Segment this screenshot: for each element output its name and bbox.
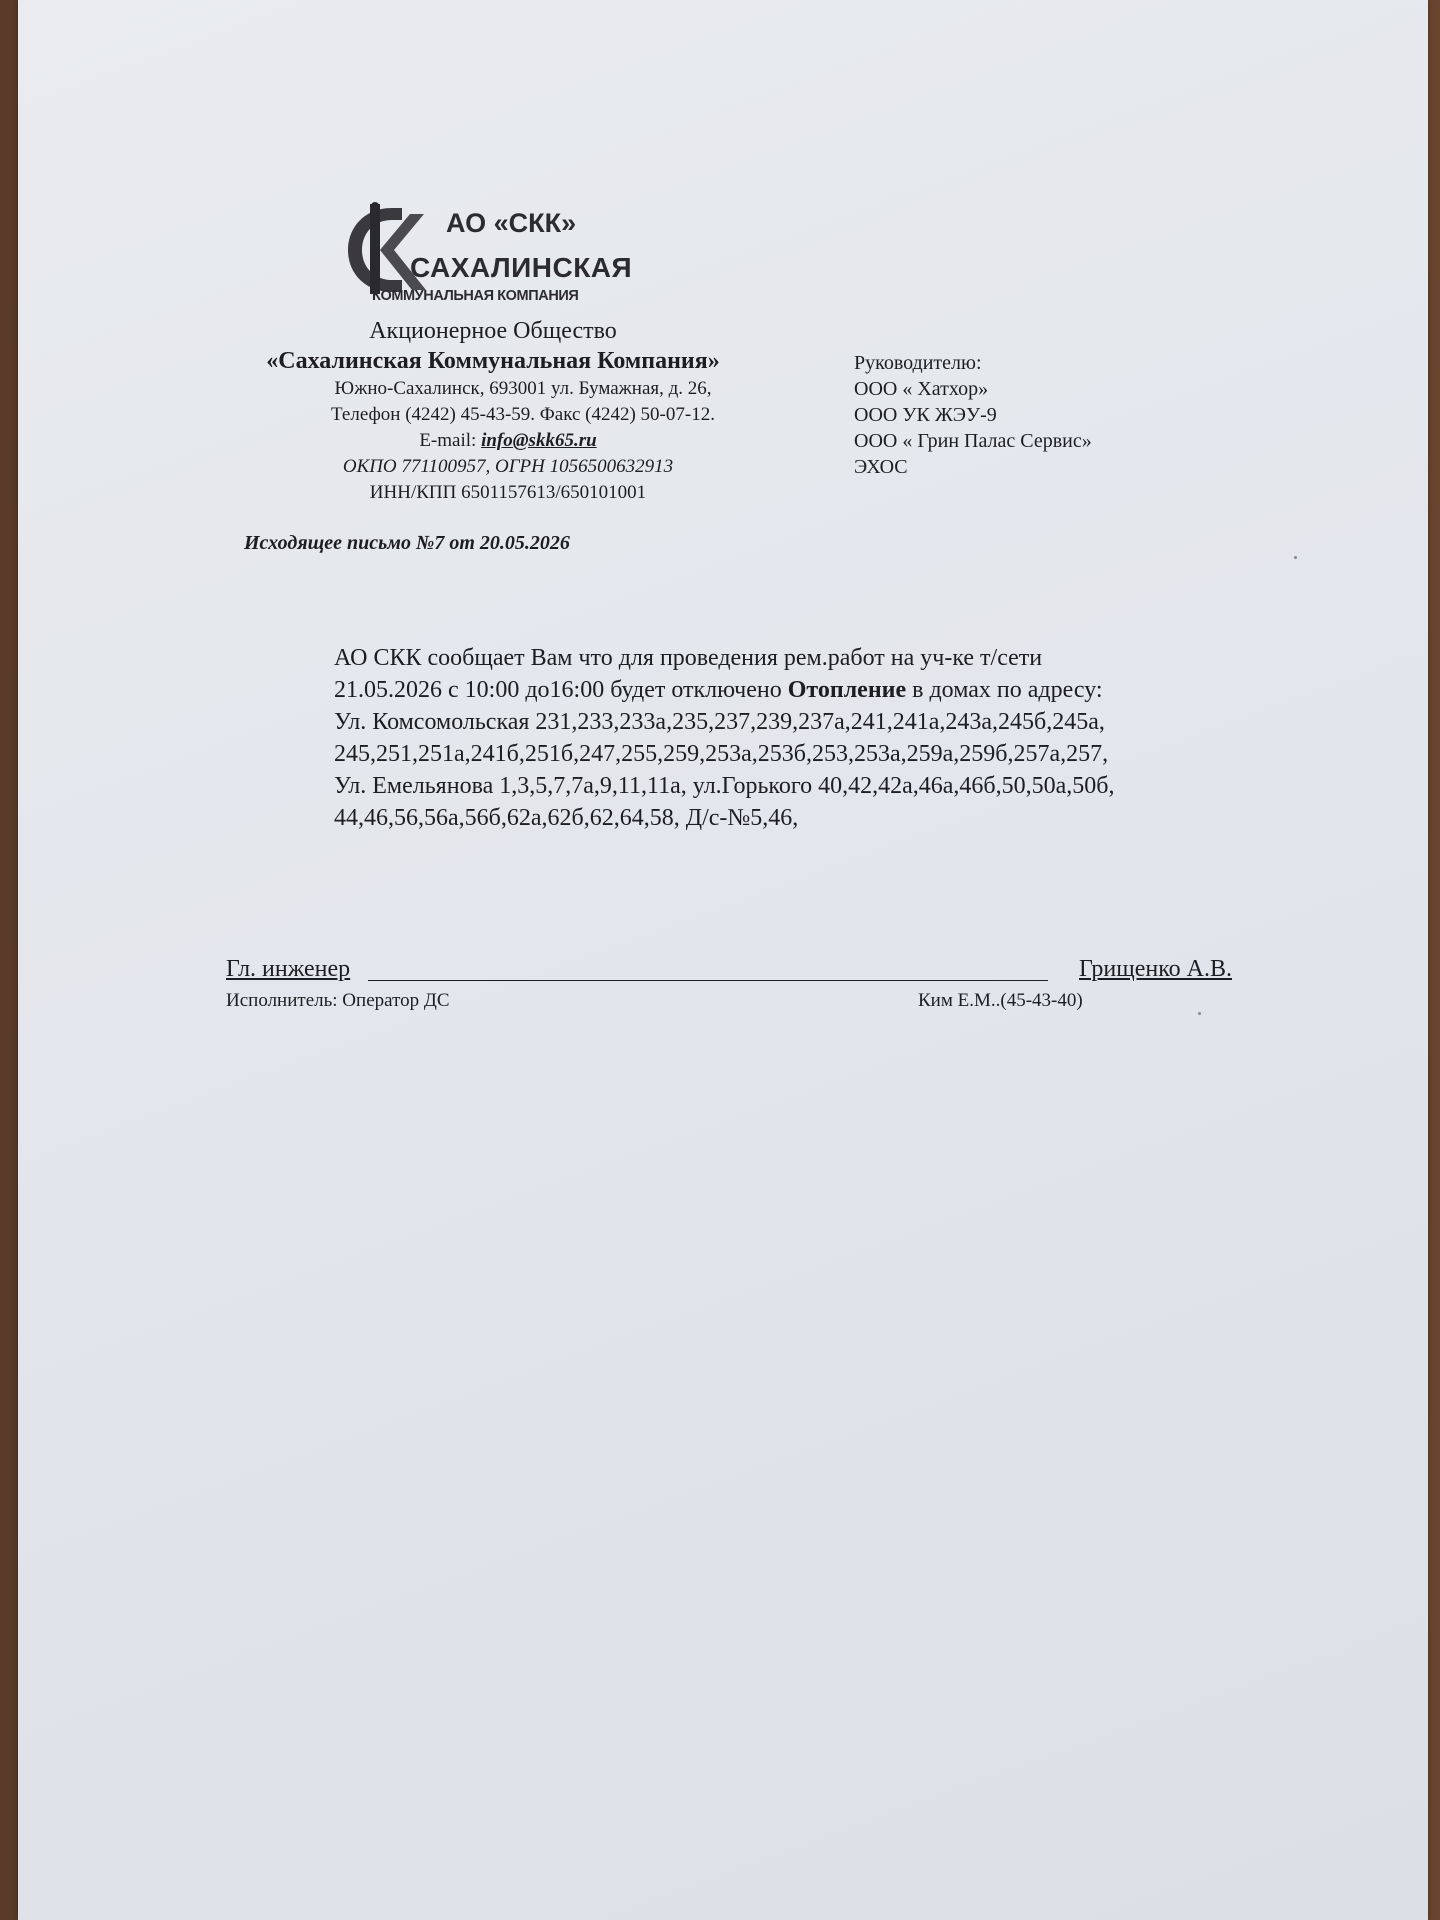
- recipient-title: Руководителю:: [854, 352, 982, 374]
- org-email-line: [208, 428, 778, 454]
- letter-sheet: [18, 0, 1428, 1920]
- executor-left: Исполнитель: Оператор ДС: [226, 990, 450, 1011]
- signature-title: Гл. инженер: [226, 956, 351, 982]
- body-heating-bold: Отопление: [787, 677, 907, 703]
- recipient-block: [854, 350, 1092, 480]
- signature-name: Грищенко А.В.: [1079, 956, 1232, 982]
- org-okpo: ОКПО 771100957, ОГРН 1056500632913: [342, 456, 674, 477]
- body-line: Ул. Комсомольская 231,233,233а,235,237,239,237а,241,241а,243а,245б,245а,: [334, 709, 1105, 735]
- executor-right: Ким Е.М..(45-43-40): [918, 990, 1083, 1011]
- body-line: [334, 674, 1264, 706]
- body-text-pre: 21.05.2026 с 10:00 до16:00 будет отключено: [334, 677, 788, 703]
- signature-row: [226, 956, 1232, 986]
- body-line: 44,46,56,56а,56б,62а,62б,62,64,58, Д/с-№5,46,: [334, 805, 799, 831]
- recipient-item: ООО « Грин Палас Сервис»: [854, 430, 1092, 452]
- recipient-item: ООО « Хатхор»: [854, 378, 989, 400]
- org-type: Акционерное Общество: [369, 318, 617, 344]
- email-label: E-mail:: [419, 430, 482, 451]
- recipient-item: ЭХОС: [854, 456, 908, 478]
- logo-text-sakhalinskaya: САХАЛИНСКАЯ: [410, 252, 633, 283]
- recipient-item: ООО УК ЖЭУ-9: [854, 404, 997, 426]
- email-link[interactable]: info@skk65.ru: [481, 430, 597, 451]
- letter-body: [334, 642, 1264, 834]
- paper-speck: [1294, 556, 1297, 559]
- org-name: «Сахалинская Коммунальная Компания»: [266, 348, 720, 374]
- outgoing-letter-number: Исходящее письмо №7 от 20.05.2026: [244, 532, 570, 554]
- company-logo: [344, 200, 633, 310]
- org-address: Южно-Сахалинск, 693001 ул. Бумажная, д. 26,: [334, 378, 712, 399]
- body-text-post: в домах по адресу:: [906, 677, 1103, 703]
- org-phone: Телефон (4242) 45-43-59. Факс (4242) 50-07-12.: [331, 404, 715, 425]
- body-line: Ул. Емельянова 1,3,5,7,7а,9,11,11а, ул.Горького 40,42,42а,46а,46б,50,50а,50б,: [334, 773, 1115, 799]
- org-inn: ИНН/КПП 6501157613/650101001: [369, 482, 647, 503]
- signature-line: [368, 980, 1048, 981]
- body-line: 245,251,251а,241б,251б,247,255,259,253а,253б,253,253а,259а,259б,257а,257,: [334, 741, 1109, 767]
- skk-letter-k-icon: [344, 200, 434, 300]
- logo-text-kommunalnaya: КОММУНАЛЬНАЯ КОМПАНИЯ: [372, 288, 579, 304]
- org-details: [208, 316, 778, 506]
- body-line: АО СКК сообщает Вам что для проведения рем.работ на уч-ке т/сети: [334, 645, 1043, 671]
- paper-speck: [1198, 1012, 1201, 1015]
- logo-text-ao-skk: АО «СКК»: [446, 208, 577, 238]
